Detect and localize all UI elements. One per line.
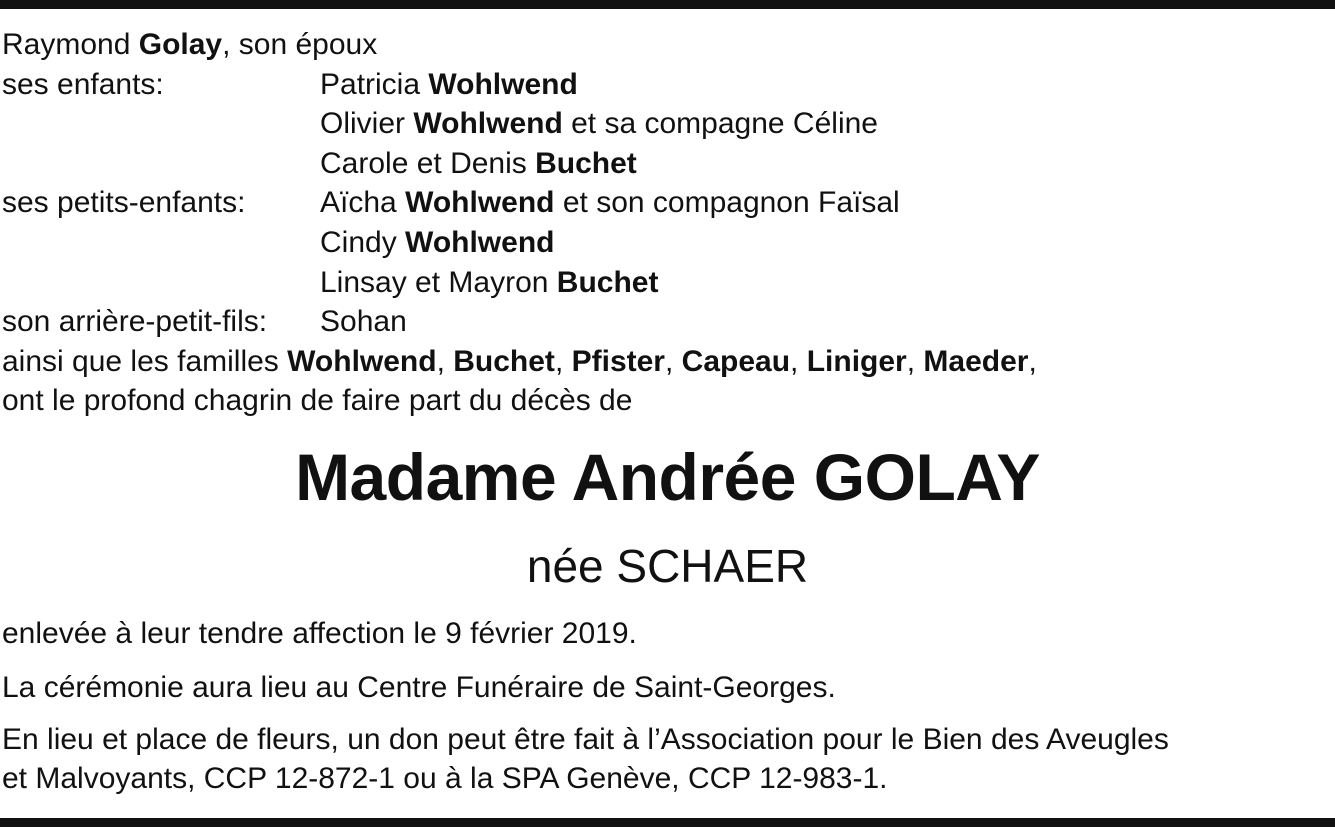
- family-separator: ,: [436, 344, 454, 378]
- family-separator: ,: [790, 344, 807, 378]
- donation-line-1: En lieu et place de fleurs, un don peut être fait à l’Association pour le Bien des Aveugles: [2, 723, 1169, 756]
- family-surname: Liniger: [806, 344, 907, 378]
- grandchildren-label: ses petits-enfants:: [2, 186, 246, 220]
- announcement-line: [2, 381, 1037, 421]
- child-surname: Wohlwend: [428, 67, 578, 101]
- grandchildren-line-2: [2, 223, 1037, 263]
- child-surname: Buchet: [535, 146, 637, 180]
- maiden-name: née SCHAER: [526, 540, 809, 592]
- children-label: ses enfants:: [2, 67, 164, 101]
- donation-line-2: et Malvoyants, CCP 12-872-1 ou à la SPA Genève, CCP 12-983-1.: [2, 762, 888, 795]
- child-given: Olivier: [320, 107, 414, 141]
- grandchildren-line-3: [2, 263, 1037, 303]
- grandchild-given: Aïcha: [320, 186, 406, 220]
- family-separator: ,: [1028, 344, 1037, 378]
- grandchild-given: Linsay et Mayron: [320, 265, 557, 299]
- child-note: et sa compagne Céline: [562, 107, 878, 141]
- family-surname: Buchet: [453, 344, 555, 378]
- great-grandchild-label: son arrière-petit-fils:: [2, 305, 268, 339]
- spouse-last-name: Golay: [138, 28, 223, 61]
- great-grandchild-line: [2, 302, 1037, 342]
- family-surname: Wohlwend: [287, 344, 437, 378]
- families-line: [2, 342, 1037, 382]
- child-given: Carole et Denis: [320, 146, 536, 180]
- grandchild-surname: Wohlwend: [405, 225, 555, 259]
- grandchild-surname: Wohlwend: [405, 186, 555, 220]
- death-line: enlevée à leur tendre affection le 9 février 2019.: [2, 617, 637, 650]
- grandchildren-line-1: [2, 183, 1037, 223]
- bottom-rule: [0, 818, 1335, 827]
- family-separator: ,: [554, 344, 572, 378]
- donation-paragraph: [2, 720, 1169, 798]
- family-separator: ,: [664, 344, 682, 378]
- spouse-relation: , son époux: [222, 28, 378, 61]
- children-line-3: [2, 144, 1037, 184]
- family-surname: Pfister: [571, 344, 665, 378]
- families-intro: ainsi que les familles: [2, 344, 288, 378]
- family-names: [287, 342, 1037, 382]
- grandchild-note: et son compagnon Faïsal: [554, 186, 900, 220]
- child-surname: Wohlwend: [413, 107, 563, 141]
- family-separator: ,: [906, 344, 924, 378]
- top-rule: [0, 0, 1335, 9]
- spouse-first-name: Raymond: [2, 28, 131, 61]
- great-grandchild-name: Sohan: [320, 305, 407, 339]
- grandchild-given: Cindy: [320, 225, 406, 259]
- spouse-line: [2, 25, 1037, 65]
- family-list: [2, 25, 1037, 421]
- children-line-1: [2, 65, 1037, 105]
- family-surname: Maeder: [923, 344, 1029, 378]
- child-given: Patricia: [320, 67, 429, 101]
- ceremony-line: La cérémonie aura lieu au Centre Funéraire de Saint-Georges.: [2, 671, 836, 704]
- deceased-name: Madame Andrée GOLAY: [295, 440, 1040, 514]
- grandchild-surname: Buchet: [556, 265, 659, 299]
- family-surname: Capeau: [681, 344, 791, 378]
- announcement-text: ont le profond chagrin de faire part du décès de: [2, 384, 633, 418]
- children-line-2: [2, 104, 1037, 144]
